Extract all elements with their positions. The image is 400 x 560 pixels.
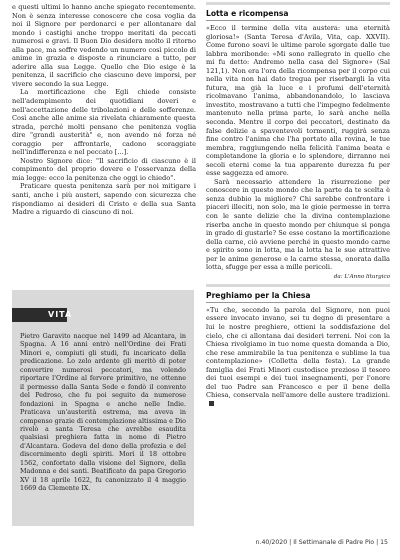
- preghiamo-text: «Tu che, secondo la parola del Signore, non puoi essere invocato invano, sei tu degno di presentare a lui le nostre preghiere, ottieni la soddisfazione del cielo, che ci allontana dai desideri terreni. Noi con la Chiesa rivolgiamo in tuo nome questa domanda a Dio, che rese ammirabile la tua penitenza e sublime la tua contemplazione» (Colletta della festa). La grande famiglia dei Frati Minori custodisce prezioso il tesoro dei tuoi esempi e dei tuoi insegnamenti, per l'onore del tuo Padre san Francesco e per il bene della Chiesa, conservala nell'amore delle austere tradizioni.: [206, 306, 390, 409]
- vita-title: VITA: [12, 308, 67, 322]
- page-footer: n.40/2020 | Il Settimanale di Padre Pio | 15: [255, 539, 388, 546]
- left-paragraph: e questi ultimi lo hanno anche spiegato recentemente. Non è senza interesse conoscere che cosa voglia da noi il Signore per perdonarci e per allontanare dal mondo i castighi anche troppo meritati da peccati numerosi e gravi. Il Buon Dio desidera molto il ritorno alla pace, ma soffre vedendo un numero così piccolo di anime in grazia e disposte a rinunciare a tutto, per aderire alla sua Legge. Quello che Dio esige è la penitenza, il sacrificio che ciascuno deve imporsi, per vivere secondo la sua Legge.: [12, 3, 196, 88]
- section-title-preghiamo: Preghiamo per la Chiesa: [206, 291, 390, 303]
- top-divider: [206, 2, 390, 5]
- mid-divider: [206, 284, 390, 287]
- lotta-paragraph: «Ecco il termine della vita austera: una eternità gloriosa!» (Santa Teresa d'Avila, Vita, cap. XXVII). Come furono soavi le ultime parole sgorgate dalle tue labbra moribonde: «Mi sono rallegrato in quello che mi fu detto: Andremo nella casa del Signore» (Sal 121,1). Non era l'ora della ricompensa per il corpo cui nella vita non hai dato tregua per riserbargli la vita futura, ma già la luce e i profumi dell'eternità ricolmavano l'anima, abbandonandolo, lo lasciava investito, mostravano a tutti che l'impegno fedelmente mantenuto nella prima parte, lo sarà anche nella seconda. Mentre il corpo dei peccatori, destinato da false delizie a spaventevoli tormenti, ruggirà senza fine contro l'anima che l'ha portato alla rovina, le tue membra, raggiungendo nella felicità l'anima beata e completandone la gloria e lo splendore, dirranno nei secoli eterni come la tua apparente durezza fu per esse saggezza ed amore.: [206, 24, 390, 178]
- left-paragraph: Nostro Signore dice: "Il sacrificio di ciascuno è il compimento del proprio dovere e l'osservanza della mia legge: ecco la penitenza che oggi io chiedo".: [12, 156, 196, 182]
- section-title-lotta: Lotta e ricompensa: [206, 9, 390, 21]
- vita-box: [12, 290, 194, 526]
- right-column: [206, 0, 390, 408]
- source-caption: da: L'Anno liturgico: [333, 273, 390, 280]
- lotta-paragraph: Sarà necessario attendere la risurrezione per conoscere in questo mondo che la parte da te scelta è senza dubbio la migliore? Chi sarebbe confrontare i piaceri illeciti, non solo, ma le gioie permesse in terra con le sante delizie che la divina contemplazione riserba anche in questo mondo per chiunque si ponga in grado di gustarle? Se esse costano la mortificazione della carne, ciò avviene perché in questo mondo carne e spirito sono in lotta, ma la lotta ha le sue attrattive per le anime generose e la carne stessa, onorata dalla lotta, sfugge per essa a mille pericoli.: [206, 177, 390, 272]
- vita-text: Pietro Garavito nacque nel 1499 ad Alcantara, in Spagna. A 16 anni entrò nell'Ordine dei Frati Minori e, compiuti gli studi, fu incaricato della predicazione. Lo zelo ardente gli meritò di poter convertire numerosi peccatori, ma volendo riportare l'Ordine al fervore primitivo, ne ottenne il permesso dalla Santa Sede e fondò il convento del Pedroso, che fu poi seguito da numerose fondazioni in Spagna e anche nelle Indie. Praticava un'austerità estrema, ma aveva in compenso grazie di contemplazione altissima e Dio rivelò a santa Teresa che avrebbe esaudita qualsiasi preghiera fatta in nome di Pietro d'Alcantara. Godeva del dono della profezia e del discernimento degli spiriti. Morì il 18 ottobre 1562, confortato dalla visione del Signore, della Madonna e dei santi. Beatificato da papa Gregorio XV il 18 aprile 1622, fu canonizzato il 4 maggio 1669 da Clemente IX.: [20, 332, 186, 493]
- left-column: [12, 0, 196, 217]
- left-paragraph: La mortificazione che Egli chiede consiste nell'adempimento dei quotidiani doveri e nell'accettazione delle tribolazioni e delle sofferenze. Così anche alle anime sia rivelata chiaramente questa strada, perché molti pensano che penitenza voglia dire "grandi austerità" e, non avendo né forza né coraggio per affrontarle, cadono scoraggiate nell'indifferenza e nel peccato [...].: [12, 88, 196, 157]
- end-mark-icon: [209, 401, 214, 406]
- left-paragraph: Praticare questa penitenza sarà per noi mitigare i santi, anche i più austeri, sapendo con sicurezza che rispondiamo ai desideri di Cristo e della sua Santa Madre a riguardo di ciascuno di noi.: [12, 182, 196, 217]
